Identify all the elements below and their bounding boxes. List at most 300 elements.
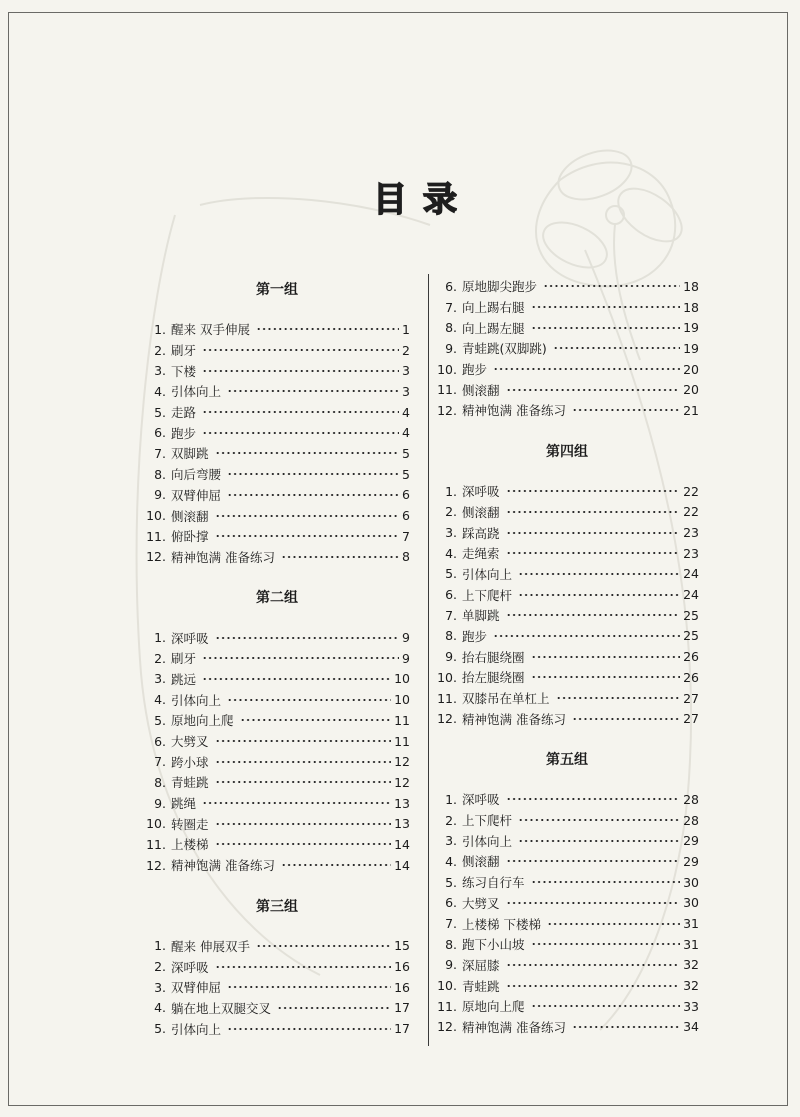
entry-title: 跨小球 (171, 754, 209, 770)
entry-title: 跳绳 (171, 796, 197, 812)
dot-leader (518, 572, 680, 576)
entry-title: 引体向上 (171, 1021, 222, 1037)
entry-title: 踩高跷 (462, 525, 500, 541)
entry-title: 双臂伸屈 (171, 980, 222, 996)
toc-entry (144, 381, 410, 402)
entry-number: 4. (154, 383, 166, 399)
entry-number: 12. (437, 1019, 457, 1035)
toc-left-column (144, 278, 410, 1039)
entry-number: 8. (154, 466, 166, 482)
entry-page-number: 14 (394, 857, 410, 873)
entry-number: 8. (154, 774, 166, 790)
entry-number: 3. (154, 979, 166, 995)
entry-title: 醒来 双手伸展 (171, 322, 250, 338)
toc-entry (144, 648, 410, 669)
entry-title: 精神饱满 准备练习 (462, 403, 566, 419)
entry-number: 12. (146, 549, 166, 565)
entry-page-number: 25 (683, 628, 699, 644)
entry-title: 引体向上 (462, 833, 513, 849)
entry-number: 10. (146, 508, 166, 524)
dot-leader (493, 634, 680, 638)
entry-number: 3. (445, 525, 457, 541)
toc-entry (435, 913, 699, 934)
toc-entry (435, 481, 699, 502)
entry-title: 双臂伸屈 (171, 487, 222, 503)
entry-page-number: 5 (402, 466, 410, 482)
entry-title: 深呼吸 (171, 959, 209, 975)
entry-page-number: 11 (394, 712, 410, 728)
entry-page-number: 32 (683, 957, 699, 973)
dot-leader (281, 555, 399, 559)
entry-title: 醒来 伸展双手 (171, 938, 250, 954)
dot-leader (506, 613, 681, 617)
entry-number: 10. (437, 978, 457, 994)
dot-leader (227, 493, 399, 497)
entry-number: 11. (146, 836, 166, 852)
entry-number: 6. (154, 733, 166, 749)
entry-number: 7. (154, 445, 166, 461)
entry-title: 跳远 (171, 671, 197, 687)
entry-page-number: 10 (394, 671, 410, 687)
entry-number: 3. (154, 671, 166, 687)
dot-leader (215, 514, 400, 518)
entry-title: 原地向上爬 (171, 713, 234, 729)
toc-entry (144, 526, 410, 547)
entry-page-number: 15 (394, 938, 410, 954)
toc-entry (435, 872, 699, 893)
toc-entry (144, 627, 410, 648)
toc-entry (144, 956, 410, 977)
entry-title: 上下爬杆 (462, 813, 513, 829)
entry-page-number: 31 (683, 916, 699, 932)
dot-leader (518, 839, 680, 843)
entry-title: 向后弯腰 (171, 467, 222, 483)
dot-leader (281, 863, 391, 867)
dot-leader (227, 985, 391, 989)
entry-page-number: 20 (683, 361, 699, 377)
entry-title: 向上踢右腿 (462, 300, 525, 316)
dot-leader (506, 531, 681, 535)
toc-entry (435, 626, 699, 647)
entry-number: 1. (154, 938, 166, 954)
dot-leader (506, 859, 681, 863)
entry-title: 跑步 (171, 425, 197, 441)
entry-number: 12. (437, 402, 457, 418)
toc-right-column (435, 276, 699, 1037)
dot-leader (531, 326, 681, 330)
entry-number: 6. (154, 425, 166, 441)
entry-title: 抬左腿绕圈 (462, 670, 525, 686)
entry-page-number: 10 (394, 692, 410, 708)
dot-leader (215, 534, 400, 538)
entry-page-number: 33 (683, 998, 699, 1014)
entry-page-number: 23 (683, 545, 699, 561)
dot-leader (240, 718, 392, 722)
dot-leader (277, 1006, 391, 1010)
entry-page-number: 28 (683, 812, 699, 828)
dot-leader (227, 698, 391, 702)
toc-entry (144, 731, 410, 752)
dot-leader (572, 717, 680, 721)
dot-leader (215, 822, 392, 826)
entry-number: 2. (154, 650, 166, 666)
group-heading: 第五组 (546, 752, 588, 769)
entry-page-number: 32 (683, 978, 699, 994)
entry-number: 11. (437, 690, 457, 706)
toc-entry (435, 830, 699, 851)
dot-leader (556, 696, 681, 700)
dot-leader (202, 801, 391, 805)
entry-title: 走绳索 (462, 546, 500, 562)
entry-title: 青蛙跳 (171, 775, 209, 791)
entry-number: 3. (445, 833, 457, 849)
entry-number: 9. (445, 957, 457, 973)
entry-number: 10. (437, 669, 457, 685)
entry-title: 引体向上 (171, 692, 222, 708)
entry-number: 2. (154, 959, 166, 975)
dot-leader (202, 677, 391, 681)
dot-leader (202, 656, 399, 660)
entry-page-number: 18 (683, 278, 699, 294)
dot-leader (215, 739, 392, 743)
entry-page-number: 26 (683, 669, 699, 685)
entry-page-number: 9 (402, 650, 410, 666)
dot-leader (506, 388, 681, 392)
dot-leader (506, 984, 681, 988)
toc-entry (144, 710, 410, 731)
dot-leader (531, 655, 681, 659)
entry-page-number: 23 (683, 525, 699, 541)
entry-title: 精神饱满 准备练习 (462, 1019, 566, 1035)
entry-number: 4. (445, 853, 457, 869)
toc-entry (144, 505, 410, 526)
toc-entry (435, 379, 699, 400)
entry-title: 跑步 (462, 362, 488, 378)
entry-title: 侧滚翻 (462, 382, 500, 398)
entry-page-number: 12 (394, 754, 410, 770)
dot-leader (215, 636, 400, 640)
entry-page-number: 5 (402, 445, 410, 461)
entry-number: 11. (146, 528, 166, 544)
toc-entry (435, 851, 699, 872)
entry-number: 4. (445, 545, 457, 561)
dot-leader (215, 842, 392, 846)
entry-number: 8. (445, 936, 457, 952)
dot-leader (518, 818, 680, 822)
entry-title: 引体向上 (171, 384, 222, 400)
entry-number: 5. (154, 1021, 166, 1037)
entry-number: 6. (445, 278, 457, 294)
dot-leader (506, 489, 681, 493)
entry-number: 12. (437, 711, 457, 727)
toc-entry (144, 793, 410, 814)
entry-title: 原地向上爬 (462, 999, 525, 1015)
toc-entry (435, 996, 699, 1017)
dot-leader (506, 510, 681, 514)
group-heading: 第一组 (256, 282, 298, 298)
toc-entry (144, 834, 410, 855)
dot-leader (202, 348, 399, 352)
entry-title: 侧滚翻 (462, 854, 500, 870)
toc-entry (435, 400, 699, 421)
entry-number: 4. (154, 1000, 166, 1016)
entry-number: 1. (445, 791, 457, 807)
toc-entry (435, 522, 699, 543)
dot-leader (215, 451, 400, 455)
toc-entry (144, 936, 410, 957)
dot-leader (531, 305, 681, 309)
toc-entry (144, 464, 410, 485)
dot-leader (572, 408, 680, 412)
entry-number: 5. (154, 712, 166, 728)
entry-page-number: 27 (683, 690, 699, 706)
entry-page-number: 30 (683, 895, 699, 911)
dot-leader (547, 922, 680, 926)
toc-entry (144, 998, 410, 1019)
page-title: 目录 (373, 180, 473, 220)
entry-page-number: 4 (402, 425, 410, 441)
entry-title: 向上踢左腿 (462, 320, 525, 336)
entry-title: 深呼吸 (171, 630, 209, 646)
dot-leader (506, 797, 681, 801)
toc-entry (144, 547, 410, 568)
entry-page-number: 13 (394, 795, 410, 811)
entry-number: 11. (437, 998, 457, 1014)
toc-entry (435, 955, 699, 976)
dot-leader (215, 760, 392, 764)
toc-entry (435, 934, 699, 955)
toc-entry (435, 893, 699, 914)
entry-title: 大劈叉 (462, 895, 500, 911)
toc-entry (435, 564, 699, 585)
entry-page-number: 1 (402, 321, 410, 337)
group-heading: 第三组 (256, 898, 298, 915)
toc-entry (435, 688, 699, 709)
entry-page-number: 26 (683, 649, 699, 665)
entry-title: 大劈叉 (171, 734, 209, 750)
entry-number: 7. (445, 916, 457, 932)
dot-leader (531, 942, 681, 946)
entry-title: 刷牙 (171, 651, 197, 667)
toc-entry (435, 276, 699, 297)
dot-leader (506, 551, 681, 555)
toc-entry (144, 669, 410, 690)
toc-entry (144, 422, 410, 443)
entry-title: 刷牙 (171, 343, 197, 359)
dot-leader (227, 389, 399, 393)
entry-title: 上楼梯 (171, 837, 209, 853)
entry-title: 走路 (171, 405, 197, 421)
entry-page-number: 31 (683, 936, 699, 952)
dot-leader (531, 675, 681, 679)
entry-page-number: 14 (394, 836, 410, 852)
toc-entry (435, 789, 699, 810)
entry-page-number: 6 (402, 508, 410, 524)
group-heading: 第二组 (256, 590, 298, 607)
entry-title: 深呼吸 (462, 792, 500, 808)
entry-title: 侧滚翻 (462, 504, 500, 520)
entry-title: 上楼梯 下楼梯 (462, 916, 541, 932)
dot-leader (227, 1027, 391, 1031)
entry-title: 上下爬杆 (462, 587, 513, 603)
entry-page-number: 3 (402, 363, 410, 379)
entry-number: 8. (445, 320, 457, 336)
entry-page-number: 19 (683, 340, 699, 356)
entry-number: 10. (437, 361, 457, 377)
entry-title: 引体向上 (462, 566, 513, 582)
entry-number: 9. (445, 340, 457, 356)
dot-leader (572, 1025, 680, 1029)
toc-entry (144, 340, 410, 361)
toc-entry (144, 1018, 410, 1039)
entry-page-number: 2 (402, 342, 410, 358)
toc-entry (144, 772, 410, 793)
entry-number: 9. (445, 649, 457, 665)
entry-page-number: 3 (402, 383, 410, 399)
entry-page-number: 8 (402, 549, 410, 565)
toc-entry (435, 646, 699, 667)
entry-page-number: 12 (394, 774, 410, 790)
toc-entry (144, 443, 410, 464)
entry-number: 8. (445, 628, 457, 644)
entry-number: 12. (146, 857, 166, 873)
entry-title: 单脚跳 (462, 608, 500, 624)
entry-page-number: 27 (683, 711, 699, 727)
entry-number: 9. (154, 795, 166, 811)
entry-page-number: 11 (394, 733, 410, 749)
dot-leader (518, 593, 680, 597)
toc-entry (435, 584, 699, 605)
entry-page-number: 22 (683, 504, 699, 520)
toc-entry (435, 297, 699, 318)
entry-page-number: 16 (394, 979, 410, 995)
dot-leader (256, 327, 399, 331)
entry-page-number: 18 (683, 299, 699, 315)
toc-entry (435, 667, 699, 688)
entry-title: 俯卧撑 (171, 529, 209, 545)
entry-page-number: 30 (683, 874, 699, 890)
entry-number: 7. (445, 607, 457, 623)
entry-title: 精神饱满 准备练习 (462, 711, 566, 727)
dot-leader (202, 431, 399, 435)
entry-number: 1. (154, 630, 166, 646)
dot-leader (202, 410, 399, 414)
entry-title: 躺在地上双腿交叉 (171, 1000, 272, 1016)
toc-entry (435, 1017, 699, 1038)
entry-number: 1. (154, 321, 166, 337)
entry-page-number: 19 (683, 320, 699, 336)
toc-entry (435, 605, 699, 626)
group-heading: 第四组 (546, 443, 588, 460)
toc-entry (435, 975, 699, 996)
dot-leader (227, 472, 399, 476)
dot-leader (202, 369, 399, 373)
entry-page-number: 34 (683, 1019, 699, 1035)
entry-number: 5. (445, 874, 457, 890)
toc-entry (435, 543, 699, 564)
toc-entry (435, 317, 699, 338)
toc-entry (144, 485, 410, 506)
entry-number: 2. (154, 342, 166, 358)
toc-entry (144, 360, 410, 381)
entry-title: 原地脚尖跑步 (462, 279, 538, 295)
dot-leader (531, 1004, 681, 1008)
entry-page-number: 24 (683, 587, 699, 603)
toc-entry (435, 708, 699, 729)
entry-page-number: 29 (683, 833, 699, 849)
toc-entry (435, 338, 699, 359)
entry-title: 侧滚翻 (171, 508, 209, 524)
entry-title: 精神饱满 准备练习 (171, 858, 275, 874)
entry-number: 5. (445, 566, 457, 582)
entry-page-number: 16 (394, 959, 410, 975)
entry-title: 深呼吸 (462, 484, 500, 500)
entry-number: 1. (445, 483, 457, 499)
entry-page-number: 20 (683, 382, 699, 398)
entry-page-number: 17 (394, 1000, 410, 1016)
toc-entry (144, 813, 410, 834)
dot-leader (493, 367, 680, 371)
toc-entry (144, 977, 410, 998)
toc-entry (435, 810, 699, 831)
column-divider (428, 274, 429, 1046)
entry-number: 6. (445, 587, 457, 603)
dot-leader (543, 284, 680, 288)
entry-number: 6. (445, 895, 457, 911)
entry-page-number: 24 (683, 566, 699, 582)
entry-title: 深屈膝 (462, 957, 500, 973)
entry-number: 7. (154, 754, 166, 770)
entry-title: 转圈走 (171, 816, 209, 832)
entry-page-number: 29 (683, 853, 699, 869)
entry-page-number: 21 (683, 402, 699, 418)
entry-title: 练习自行车 (462, 875, 525, 891)
entry-title: 下楼 (171, 363, 197, 379)
entry-title: 青蛙跳 (462, 978, 500, 994)
toc-entry (435, 359, 699, 380)
entry-number: 3. (154, 363, 166, 379)
dot-leader (215, 965, 392, 969)
entry-title: 跑步 (462, 628, 488, 644)
entry-title: 双膝吊在单杠上 (462, 691, 550, 707)
entry-number: 7. (445, 299, 457, 315)
entry-number: 2. (445, 812, 457, 828)
entry-number: 2. (445, 504, 457, 520)
toc-entry (144, 319, 410, 340)
dot-leader (531, 880, 681, 884)
entry-page-number: 6 (402, 487, 410, 503)
entry-title: 抬右腿绕圈 (462, 649, 525, 665)
toc-entry (144, 751, 410, 772)
entry-number: 11. (437, 382, 457, 398)
toc-entry (144, 689, 410, 710)
dot-leader (215, 780, 392, 784)
dot-leader (506, 963, 681, 967)
toc-entry (435, 502, 699, 523)
entry-page-number: 17 (394, 1021, 410, 1037)
entry-page-number: 25 (683, 607, 699, 623)
dot-leader (553, 346, 680, 350)
entry-number: 9. (154, 487, 166, 503)
entry-page-number: 4 (402, 404, 410, 420)
entry-title: 双脚跳 (171, 446, 209, 462)
entry-page-number: 13 (394, 816, 410, 832)
dot-leader (256, 944, 391, 948)
toc-entry (144, 402, 410, 423)
entry-title: 精神饱满 准备练习 (171, 549, 275, 565)
entry-page-number: 9 (402, 630, 410, 646)
entry-title: 青蛙跳(双脚跳) (462, 341, 547, 357)
